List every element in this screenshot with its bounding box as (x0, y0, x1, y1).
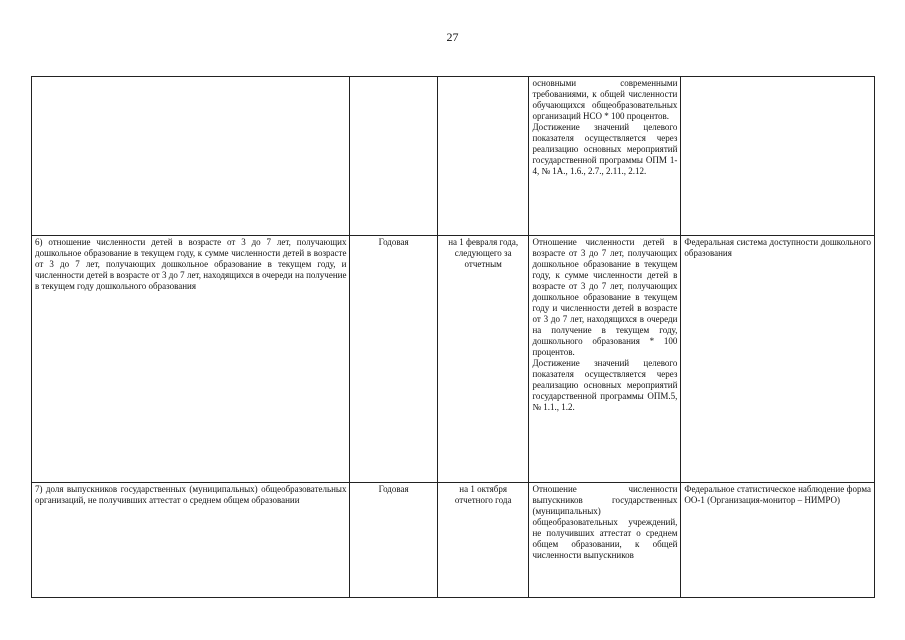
source-cell (681, 77, 875, 236)
indicator-cell: 6) отношение численности детей в возрасте от 3 до 7 лет, получающих дошкольное образование в текущем году, к сумме численности детей в возрасте от 3 до 7 лет, получающих дошкольное образование в текущем году, и численности детей в возрасте от 3 до 7 лет, находящихся в очереди на получение в текущем году дошкольного образования (32, 236, 350, 483)
date-cell: на 1 октября отчетного года (437, 483, 529, 598)
periodicity-cell: Годовая (350, 483, 437, 598)
method-paragraph: Достижение значений целевого показателя осуществляется через реализацию основных мероприятий государственной программы ОПМ.5, № 1.1., 1.2. (532, 358, 678, 412)
method-paragraph: Отношение численности детей в возрасте от 3 до 7 лет, получающих дошкольное образование в текущем году, к сумме численности детей в возрасте от 3 до 7 лет, получающих дошкольное образование в текущем году и численности детей в возрасте от 3 до 7 лет, находящихся в очереди на получение в текущем году, дошкольного образования * 100 процентов. (532, 237, 678, 357)
periodicity-cell (350, 77, 437, 236)
date-cell (437, 77, 529, 236)
indicator-cell (32, 77, 350, 236)
periodicity-cell: Годовая (350, 236, 437, 483)
source-cell: Федеральное статистическое наблюдение форма ОО-1 (Организация-монитор – НИМРО) (681, 483, 875, 598)
method-cell (529, 236, 681, 483)
table-row (32, 236, 875, 483)
table-row (32, 77, 875, 236)
method-paragraph: Достижение значений целевого показателя осуществляется через реализацию основных мероприятий государственной программы ОПМ 1-4, № 1А., 1.6., 2.7., 2.11., 2.12. (532, 122, 678, 176)
date-cell: на 1 февраля года, следующего за отчетным (437, 236, 529, 483)
page-number: 27 (446, 30, 459, 44)
method-paragraph: Отношение численности выпускников государственных (муниципальных) общеобразовательных учреждений, не получивших аттестат о среднем общем образовании, к общей численности выпускников (532, 484, 678, 560)
method-paragraph: основными современными требованиями, к общей численности обучающихся общеобразовательных организаций НСО * 100 процентов. (532, 78, 678, 121)
source-cell: Федеральная система доступности дошкольного образования (681, 236, 875, 483)
indicators-table (31, 76, 875, 598)
method-cell (529, 77, 681, 236)
indicator-cell: 7) доля выпускников государственных (муниципальных) общеобразовательных организаций, не получивших аттестат о среднем общем образовании (32, 483, 350, 598)
method-cell (529, 483, 681, 598)
table-row (32, 483, 875, 598)
